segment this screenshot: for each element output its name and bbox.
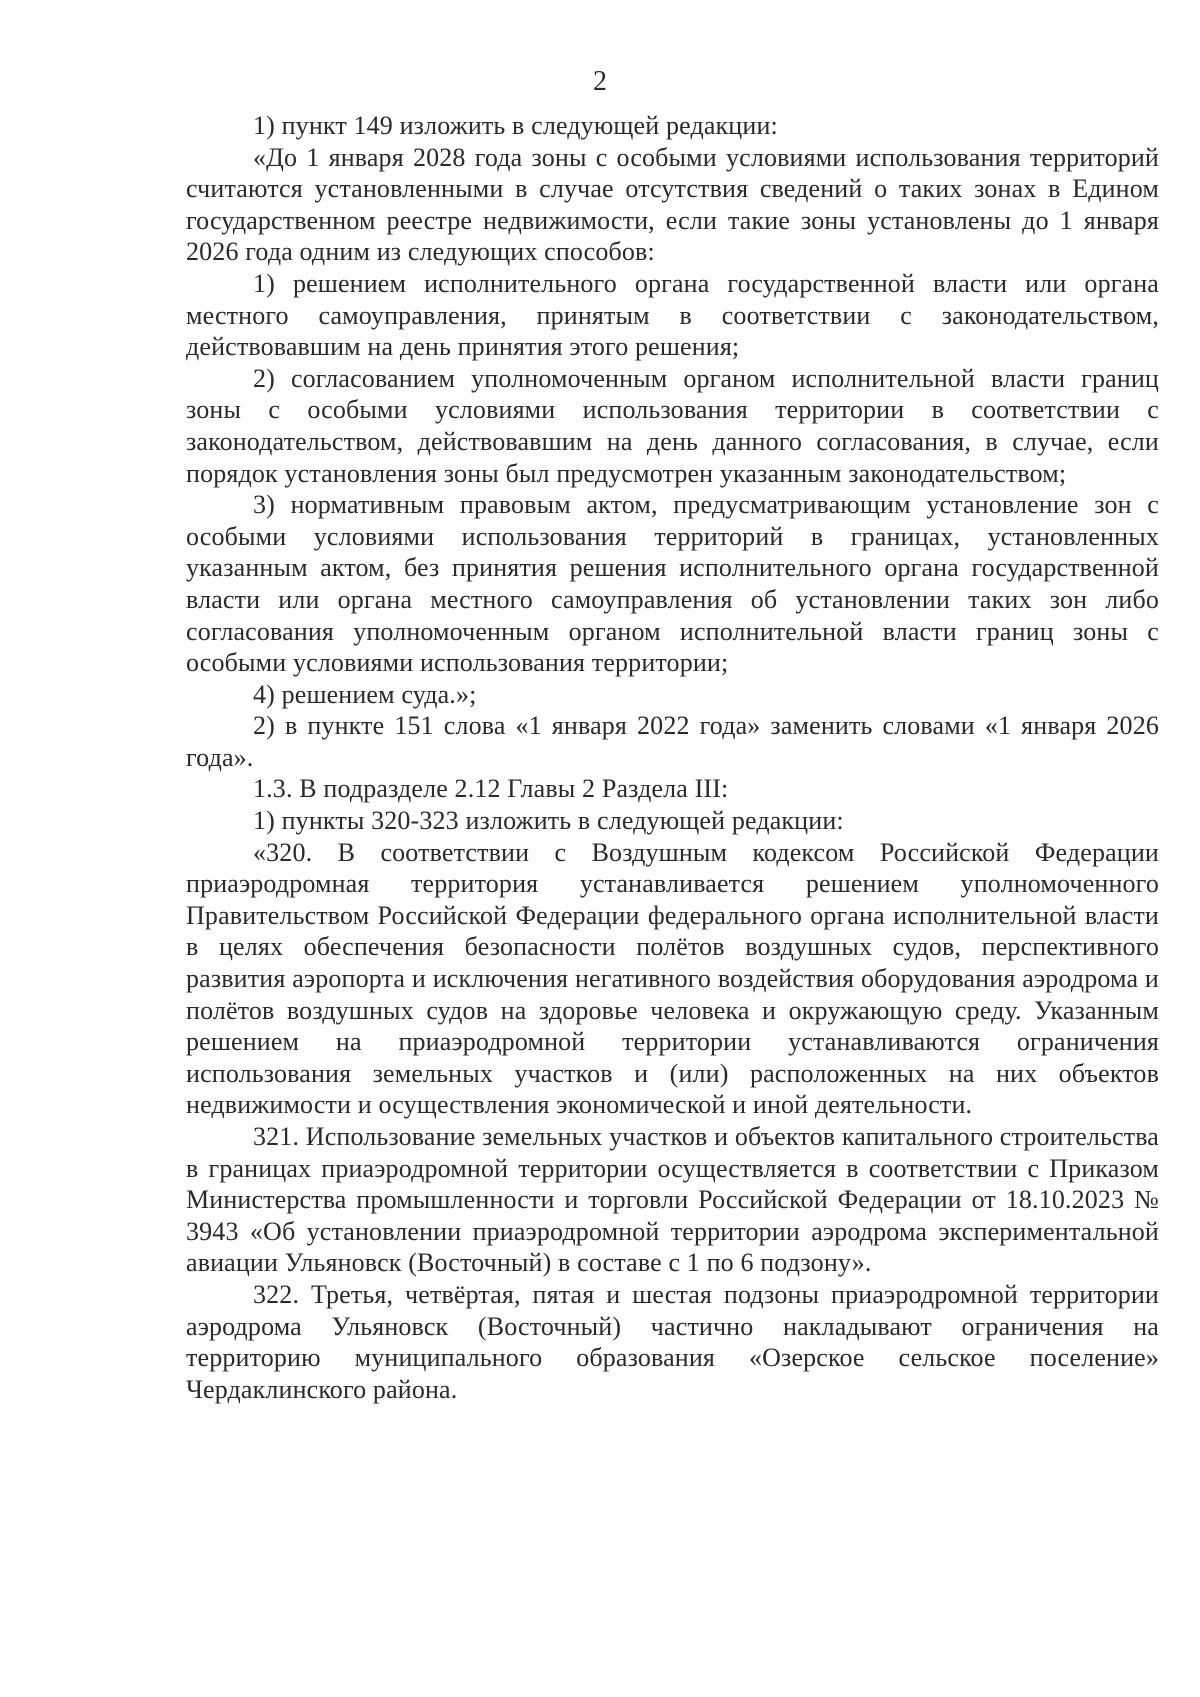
paragraph-item-2: 2) в пункте 151 слова «1 января 2022 года» заменить словами «1 января 2026 года». (186, 711, 1159, 772)
paragraph-quote-start: «До 1 января 2028 года зоны с особыми условиями использования территорий считаются установленными в случае отсутствия сведений о таких зонах в Едином государственном реестре недвижимости, если такие зоны установлены до 1 января 2026 года одним из следующих способов: (186, 142, 1159, 267)
paragraph-320: «320. В соответствии с Воздушным кодексом Российской Федерации приаэродромная территория устанавливается решением уполномоченного Правительством Российской Федерации федерального органа исполнительной власти в целях обеспечения безопасности полётов воздушных судов, перспективного развития аэропорта и исключения негативного воздействия оборудования аэродрома и полётов воздушных судов на здоровье человека и окружающую среду. Указанным решением на приаэродромной территории устанавливаются ограничения использования земельных участков и (или) расположенных на них объектов недвижимости и осуществления экономической и иной деятельности. (186, 837, 1159, 1120)
document-body (186, 110, 1159, 1405)
paragraph-method-4: 4) решением суда.»; (253, 679, 477, 709)
page-number: 2 (593, 66, 607, 97)
paragraph-section-1-3: 1.3. В подразделе 2.12 Главы 2 Раздела III: (253, 774, 729, 804)
paragraph-item-1-320-323: 1) пункты 320-323 изложить в следующей редакции: (253, 806, 844, 836)
paragraph-method-3: 3) нормативным правовым актом, предусматривающим установление зон с особыми условиями использования территорий в границах, установленных указанным актом, без принятия решения исполнительного органа государственной власти или органа местного самоуправления об установлении таких зон либо согласования уполномоченным органом исполнительной власти границ зоны с особыми условиями использования территории; (186, 490, 1159, 678)
paragraph-item-1: 1) пункт 149 изложить в следующей редакции: (253, 111, 778, 140)
paragraph-method-2: 2) согласованием уполномоченным органом исполнительной власти границ зоны с особыми условиями использования территории в соответствии с законодательством, действовавшим на день данного согласования, в случае, если порядок установления зоны был предусмотрен указанным законодательством; (186, 363, 1159, 488)
paragraph-method-1: 1) решением исполнительного органа государственной власти или органа местного самоуправления, принятым в соответствии с законодательством, действовавшим на день принятия этого решения; (186, 268, 1159, 362)
paragraph-321: 321. Использование земельных участков и объектов капитального строительства в границах приаэродромной территории осуществляется в соответствии с Приказом Министерства промышленности и торговли Российской Федерации от 18.10.2023 № 3943 «Об установлении приаэродромной территории аэродрома экспериментальной авиации Ульяновск (Восточный) в составе с 1 по 6 подзону». (186, 1122, 1159, 1278)
paragraph-322: 322. Третья, четвёртая, пятая и шестая подзоны приаэродромной территории аэродрома Ульяновск (Восточный) частично накладывают ограничения на территорию муниципального образования «Озерское сельское поселение» Чердаклинского района. (186, 1279, 1159, 1404)
